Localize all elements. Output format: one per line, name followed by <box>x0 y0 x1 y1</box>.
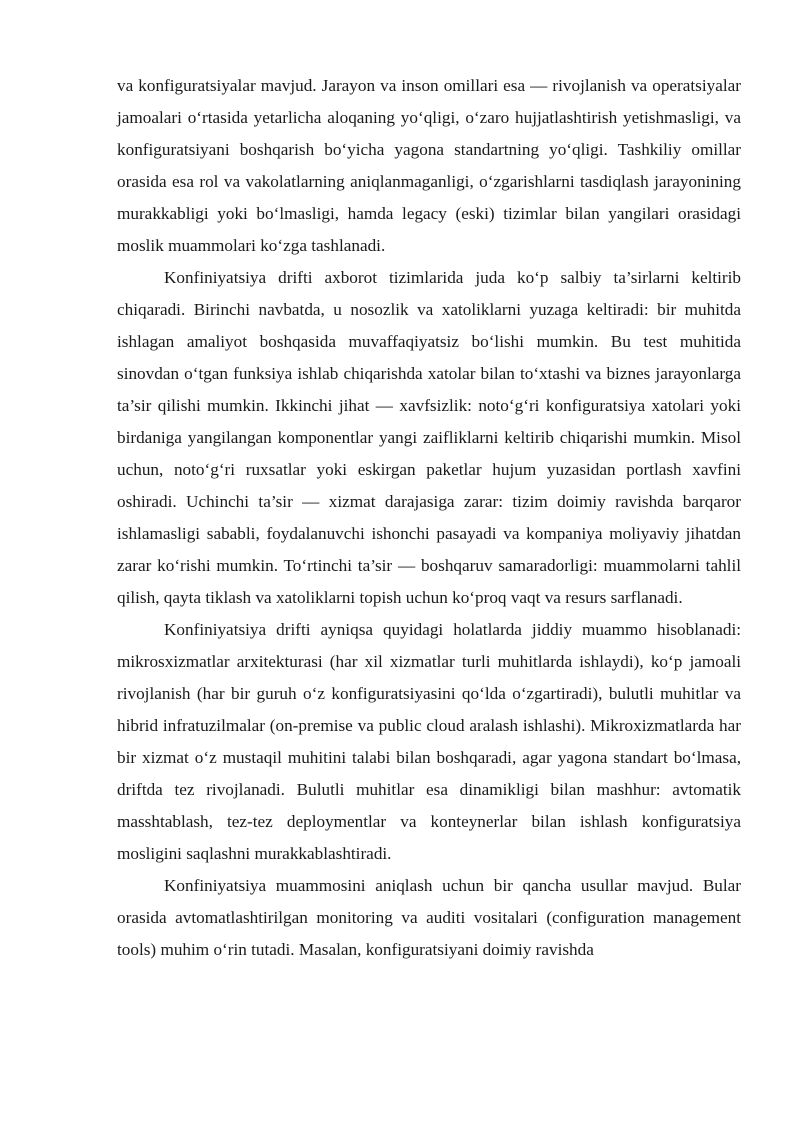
paragraph-3: Konfiniyatsiya drifti ayniqsa quyidagi holatlarda jiddiy muammo hisoblanadi: mikrosxizmatlar arxitekturasi (har xil xizmatlar turli muhitlarda ishlaydi), ko‘p jamoali rivojlanish (har bir guruh o‘z konfiguratsiyasini qo‘lda o‘zgartiradi), bulutli muhitlar va hibrid infratuzilmalar (on-premise va public cloud aralash ishlashi). Mikroxizmatlarda har bir xizmat o‘z mustaqil muhitini talabi bilan boshqaradi, agar yagona standart bo‘lmasa, driftda tez rivojlanadi. Bulutli muhitlar esa dinamikligi bilan mashhur: avtomatik masshtablash, tez-tez deploymentlar va konteynerlar bilan ishlash konfiguratsiya mosligini saqlashni murakkablashtiradi. <box>117 620 741 863</box>
document-page <box>117 70 741 966</box>
paragraph-4: Konfiniyatsiya muammosini aniqlash uchun bir qancha usullar mavjud. Bular orasida avtomatlashtirilgan monitoring va auditi vositalari (configuration management tools) muhim o‘rin tutadi. Masalan, konfiguratsiyani doimiy ravishda <box>117 876 741 959</box>
paragraph-2: Konfiniyatsiya drifti axborot tizimlarida juda ko‘p salbiy ta’sirlarni keltirib chiqaradi. Birinchi navbatda, u nosozlik va xatoliklarni yuzaga keltiradi: bir muhitda ishlagan amaliyot boshqasida muvaffaqiyatsiz bo‘lishi mumkin. Bu test muhitida sinovdan o‘tgan funksiya ishlab chiqarishda xatolar bilan to‘xtashi va biznes jarayonlarga ta’sir qilishi mumkin. Ikkinchi jihat — xavfsizlik: noto‘g‘ri konfiguratsiya xatolari yoki birdaniga yangilangan komponentlar yangi zaifliklarni keltirib chiqarishi mumkin. Misol uchun, noto‘g‘ri ruxsatlar yoki eskirgan paketlar hujum yuzasidan portlash xavfini oshiradi. Uchinchi ta’sir — xizmat darajasiga zarar: tizim doimiy ravishda barqaror ishlamasligi sababli, foydalanuvchi ishonchi pasayadi va kompaniya moliyaviy jihatdan zarar ko‘rishi mumkin. To‘rtinchi ta’sir — boshqaruv samaradorligi: muammolarni tahlil qilish, qayta tiklash va xatoliklarni topish uchun ko‘proq vaqt va resurs sarflanadi. <box>117 268 741 607</box>
paragraph-1: va konfiguratsiyalar mavjud. Jarayon va inson omillari esa — rivojlanish va operatsiyalar jamoalari o‘rtasida yetarlicha aloqaning yo‘qligi, o‘zaro hujjatlashtirish yetishmasligi, va konfiguratsiyani boshqarish bo‘yicha yagona standartning yo‘qligi. Tashkiliy omillar orasida esa rol va vakolatlarning aniqlanmaganligi, o‘zgarishlarni tasdiqlash jarayonining murakkabligi yoki bo‘lmasligi, hamda legacy (eski) tizimlar bilan yangilari orasidagi moslik muammolari ko‘zga tashlanadi. <box>117 76 741 255</box>
